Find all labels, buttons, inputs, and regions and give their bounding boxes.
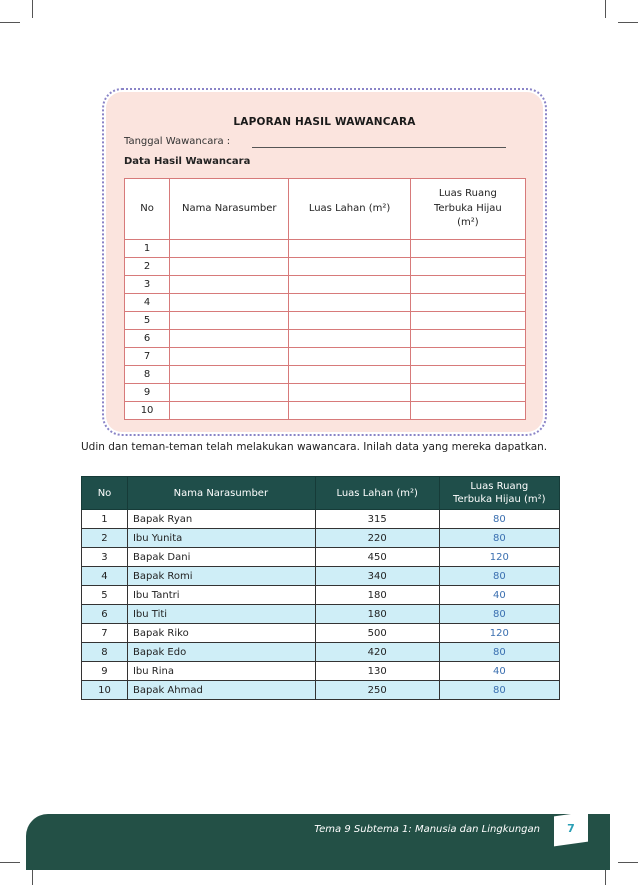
col-name-header: Nama Narasumber <box>127 477 315 510</box>
row-name: Ibu Titi <box>127 605 315 624</box>
row-no: 10 <box>82 681 128 700</box>
crop-mark <box>0 862 20 863</box>
crop-mark <box>0 22 20 23</box>
rth-header-line-2: Terbuka Hijau (m²) <box>453 494 546 505</box>
row-name: Bapak Edo <box>127 643 315 662</box>
row-rth: 40 <box>439 586 559 605</box>
empty-table-row <box>125 384 526 402</box>
table-row <box>82 548 560 567</box>
data-table-header <box>82 477 560 510</box>
row-number: 7 <box>125 348 170 366</box>
crop-mark <box>32 868 33 885</box>
empty-table-row <box>125 258 526 276</box>
row-rth: 80 <box>439 567 559 586</box>
row-no: 7 <box>82 624 128 643</box>
empty-table-row <box>125 276 526 294</box>
rth-header-line-3: (m²) <box>457 217 479 229</box>
table-row <box>82 681 560 700</box>
col-rth-header <box>410 179 525 240</box>
row-rth: 120 <box>439 548 559 567</box>
row-name: Ibu Rina <box>127 662 315 681</box>
row-name: Ibu Yunita <box>127 529 315 548</box>
interview-data-table <box>81 476 560 700</box>
row-rth: 40 <box>439 662 559 681</box>
row-rth: 80 <box>439 529 559 548</box>
row-luas: 315 <box>315 510 439 529</box>
col-luas-header: Luas Lahan (m²) <box>289 179 410 240</box>
col-name-header: Nama Narasumber <box>170 179 289 240</box>
footer-theme-text: Tema 9 Subtema 1: Manusia dan Lingkungan <box>314 824 540 835</box>
row-no: 6 <box>82 605 128 624</box>
crop-mark <box>618 862 638 863</box>
card-title: LAPORAN HASIL WAWANCARA <box>233 116 416 128</box>
row-number: 1 <box>125 240 170 258</box>
table-row <box>82 605 560 624</box>
row-luas: 180 <box>315 586 439 605</box>
table-row <box>82 567 560 586</box>
intro-paragraph: Udin dan teman-teman telah melakukan wawancara. Inilah data yang mereka dapatkan. <box>81 441 548 453</box>
page-number: 7 <box>567 822 575 835</box>
row-luas: 420 <box>315 643 439 662</box>
row-name: Ibu Tantri <box>127 586 315 605</box>
row-no: 3 <box>82 548 128 567</box>
row-luas: 450 <box>315 548 439 567</box>
row-rth: 80 <box>439 605 559 624</box>
rth-header-line-1: Luas Ruang <box>438 188 497 200</box>
rth-header-line-1: Luas Ruang <box>470 481 529 492</box>
col-no-header: No <box>82 477 128 510</box>
row-name: Bapak Ryan <box>127 510 315 529</box>
row-number: 2 <box>125 258 170 276</box>
row-rth: 80 <box>439 681 559 700</box>
rth-header-line-2: Terbuka Hijau <box>433 202 502 214</box>
row-number: 4 <box>125 294 170 312</box>
row-number: 9 <box>125 384 170 402</box>
row-luas: 130 <box>315 662 439 681</box>
interview-date-line <box>252 147 506 148</box>
row-name: Bapak Ahmad <box>127 681 315 700</box>
table-row <box>82 586 560 605</box>
crop-mark <box>32 0 33 18</box>
empty-table-row <box>125 348 526 366</box>
crop-mark <box>618 22 638 23</box>
row-no: 8 <box>82 643 128 662</box>
row-luas: 180 <box>315 605 439 624</box>
row-number: 3 <box>125 276 170 294</box>
row-number: 10 <box>125 402 170 420</box>
empty-table-row <box>125 312 526 330</box>
row-luas: 500 <box>315 624 439 643</box>
page-footer <box>26 814 610 870</box>
row-name: Bapak Romi <box>127 567 315 586</box>
row-no: 4 <box>82 567 128 586</box>
table-row <box>82 643 560 662</box>
empty-table-row <box>125 402 526 420</box>
row-number: 5 <box>125 312 170 330</box>
empty-interview-table <box>124 178 526 420</box>
row-no: 1 <box>82 510 128 529</box>
row-rth: 80 <box>439 510 559 529</box>
interview-date-label: Tanggal Wawancara : <box>124 136 231 147</box>
interview-report-card <box>106 92 543 432</box>
row-luas: 250 <box>315 681 439 700</box>
col-rth-header <box>439 477 559 510</box>
table-row <box>82 529 560 548</box>
col-no-header: No <box>125 179 170 240</box>
col-luas-header: Luas Lahan (m²) <box>315 477 439 510</box>
table-row <box>82 510 560 529</box>
card-subtitle: Data Hasil Wawancara <box>124 156 251 167</box>
row-name: Bapak Riko <box>127 624 315 643</box>
table-row <box>82 624 560 643</box>
empty-table-row <box>125 240 526 258</box>
row-luas: 340 <box>315 567 439 586</box>
empty-table-row <box>125 330 526 348</box>
empty-table-row <box>125 366 526 384</box>
row-no: 2 <box>82 529 128 548</box>
row-rth: 120 <box>439 624 559 643</box>
table-row <box>82 662 560 681</box>
row-luas: 220 <box>315 529 439 548</box>
row-name: Bapak Dani <box>127 548 315 567</box>
empty-table-row <box>125 294 526 312</box>
row-no: 9 <box>82 662 128 681</box>
crop-mark <box>605 868 606 885</box>
row-number: 6 <box>125 330 170 348</box>
crop-mark <box>605 0 606 18</box>
row-number: 8 <box>125 366 170 384</box>
row-rth: 80 <box>439 643 559 662</box>
empty-table-header <box>125 179 526 240</box>
row-no: 5 <box>82 586 128 605</box>
